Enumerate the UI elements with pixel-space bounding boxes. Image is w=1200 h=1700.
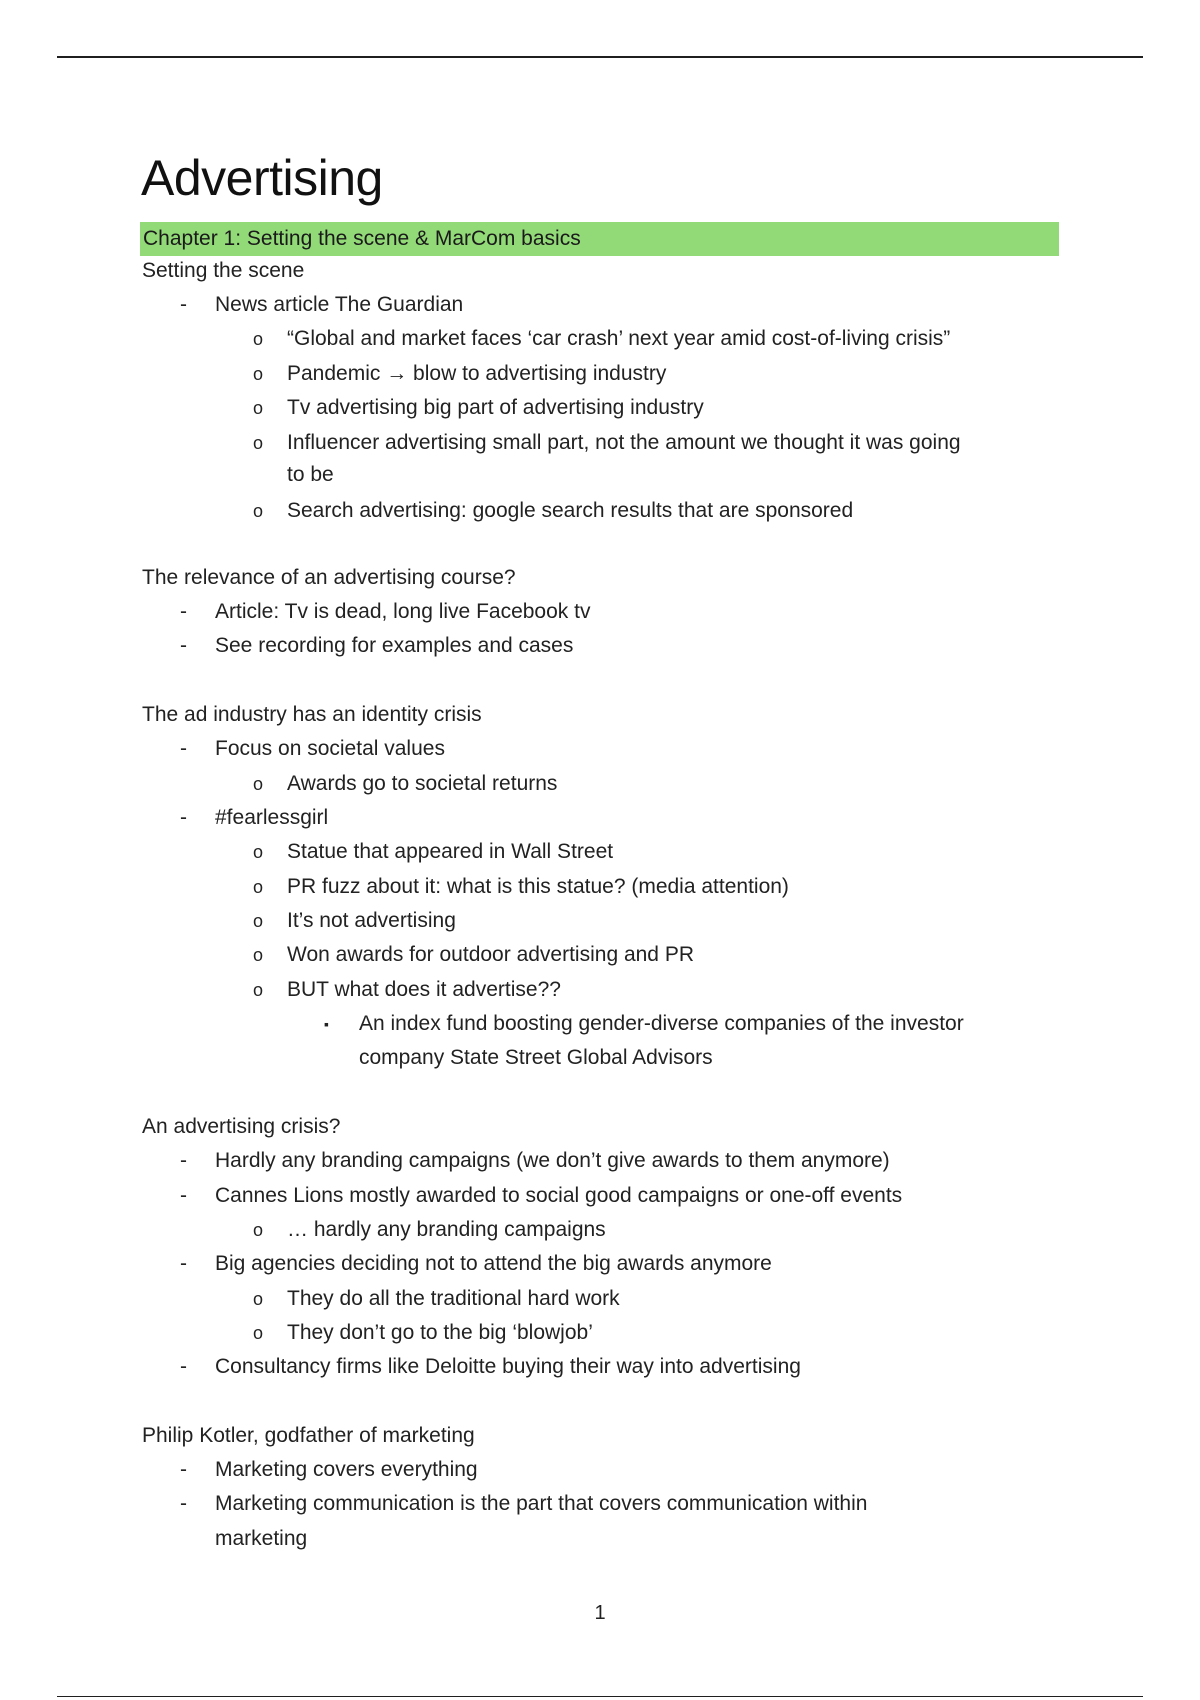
- list-item: Influencer advertising small part, not the amount we thought it was going: [287, 431, 961, 454]
- list-item: See recording for examples and cases: [215, 634, 574, 657]
- document-title: Advertising: [141, 150, 383, 206]
- circle-bullet: o: [253, 877, 264, 897]
- list-item: Statue that appeared in Wall Street: [287, 840, 614, 863]
- list-item: BUT what does it advertise??: [287, 978, 561, 1001]
- page-number: 1: [594, 1602, 606, 1624]
- dash-bullet: -: [180, 737, 187, 760]
- dash-bullet: -: [180, 1184, 187, 1207]
- list-item: Awards go to societal returns: [287, 772, 558, 795]
- list-item: Focus on societal values: [215, 737, 445, 760]
- dash-bullet: -: [180, 806, 187, 829]
- list-item: PR fuzz about it: what is this statue? (media attention): [287, 875, 789, 898]
- section-heading: Setting the scene: [142, 259, 305, 282]
- circle-bullet: o: [253, 911, 264, 931]
- list-item: #fearlessgirl: [215, 806, 329, 829]
- circle-bullet: o: [253, 364, 264, 384]
- list-item-continuation: to be: [287, 463, 334, 486]
- list-item: An index fund boosting gender-diverse companies of the investor: [359, 1012, 964, 1035]
- square-bullet: ▪: [324, 1016, 329, 1032]
- list-item-continuation: company State Street Global Advisors: [359, 1046, 713, 1069]
- dash-bullet: -: [180, 1252, 187, 1275]
- section-heading: The ad industry has an identity crisis: [142, 703, 482, 726]
- list-item: Hardly any branding campaigns (we don’t give awards to them anymore): [215, 1149, 890, 1172]
- list-item: Pandemic → blow to advertising industry: [287, 362, 667, 385]
- dash-bullet: -: [180, 1149, 187, 1172]
- dash-bullet: -: [180, 293, 187, 316]
- list-item: They don’t go to the big ‘blowjob’: [287, 1321, 593, 1344]
- list-item: Won awards for outdoor advertising and PR: [287, 943, 694, 966]
- circle-bullet: o: [253, 398, 264, 418]
- circle-bullet: o: [253, 980, 264, 1000]
- circle-bullet: o: [253, 842, 264, 862]
- list-item: Consultancy firms like Deloitte buying their way into advertising: [215, 1355, 801, 1378]
- circle-bullet: o: [253, 945, 264, 965]
- list-item: … hardly any branding campaigns: [287, 1218, 606, 1241]
- list-item: News article The Guardian: [215, 293, 464, 316]
- section-heading: Philip Kotler, godfather of marketing: [142, 1424, 475, 1447]
- circle-bullet: o: [253, 1323, 264, 1343]
- list-item: Article: Tv is dead, long live Facebook tv: [215, 600, 591, 623]
- circle-bullet: o: [253, 329, 264, 349]
- circle-bullet: o: [253, 1220, 264, 1240]
- list-item: “Global and market faces ‘car crash’ next year amid cost-of-living crisis”: [287, 327, 951, 350]
- list-item: Search advertising: google search results that are sponsored: [287, 499, 854, 522]
- list-item: Big agencies deciding not to attend the big awards anymore: [215, 1252, 772, 1275]
- list-item: Marketing covers everything: [215, 1458, 478, 1481]
- footer-rule: [57, 1696, 1143, 1697]
- circle-bullet: o: [253, 501, 264, 521]
- section-heading: An advertising crisis?: [142, 1115, 341, 1138]
- circle-bullet: o: [253, 774, 264, 794]
- dash-bullet: -: [180, 600, 187, 623]
- chapter-heading: Chapter 1: Setting the scene & MarCom basics: [140, 222, 1059, 256]
- list-item: Cannes Lions mostly awarded to social good campaigns or one-off events: [215, 1184, 903, 1207]
- list-item: They do all the traditional hard work: [287, 1287, 620, 1310]
- dash-bullet: -: [180, 1355, 187, 1378]
- circle-bullet: o: [253, 433, 264, 453]
- dash-bullet: -: [180, 1458, 187, 1481]
- list-item-continuation: marketing: [215, 1527, 308, 1550]
- circle-bullet: o: [253, 1289, 264, 1309]
- dash-bullet: -: [180, 634, 187, 657]
- list-item: Tv advertising big part of advertising industry: [287, 396, 704, 419]
- dash-bullet: -: [180, 1492, 187, 1515]
- list-item: It’s not advertising: [287, 909, 456, 932]
- header-rule: [57, 56, 1143, 58]
- section-heading: The relevance of an advertising course?: [142, 566, 516, 589]
- list-item: Marketing communication is the part that covers communication within: [215, 1492, 868, 1515]
